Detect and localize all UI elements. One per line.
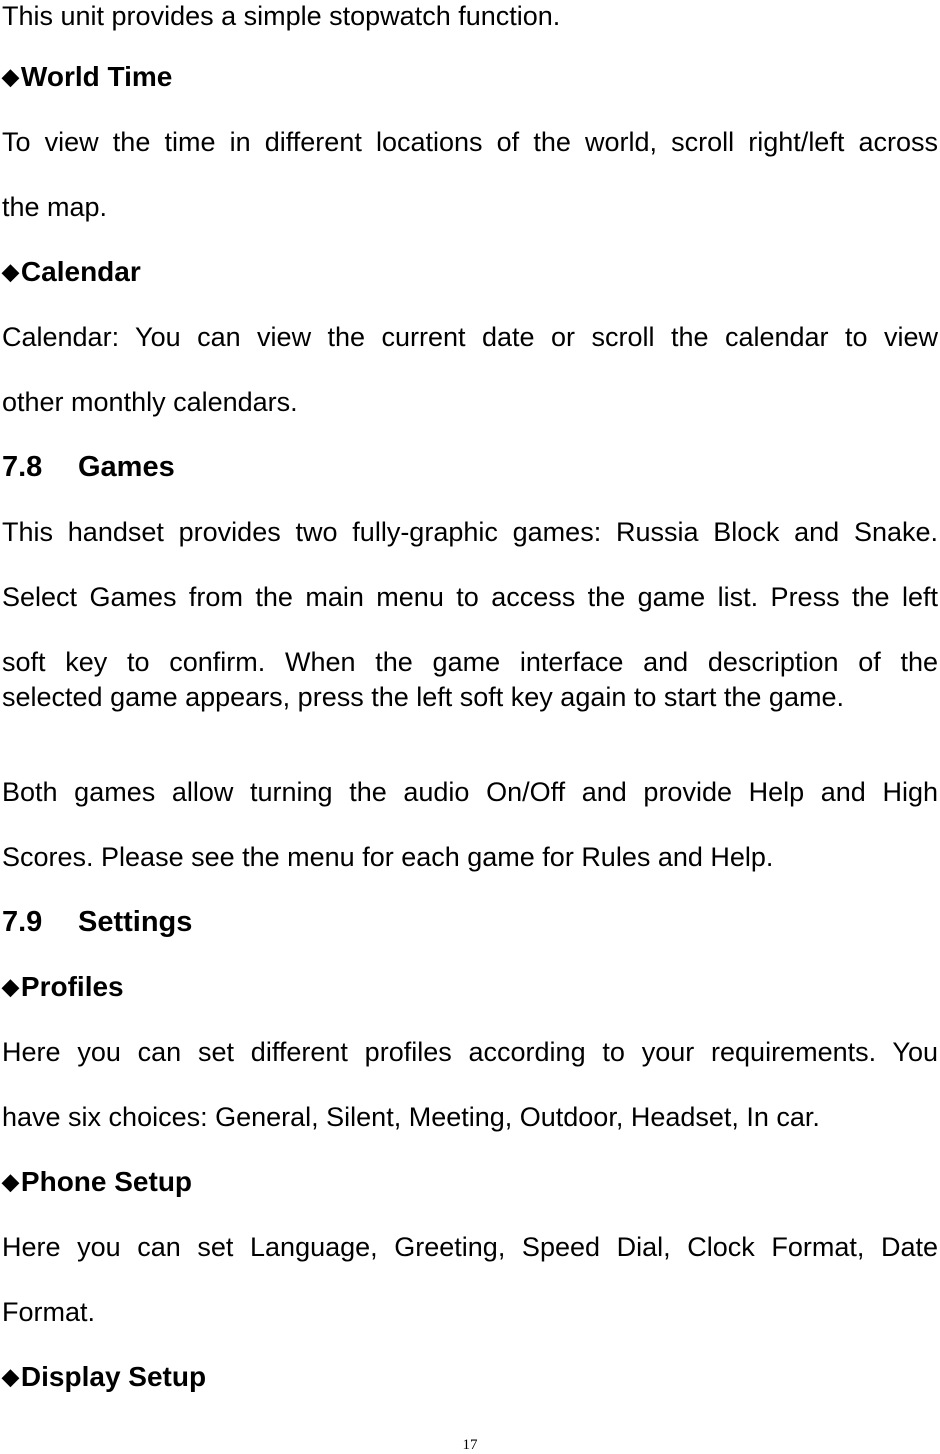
page-number: 17 bbox=[462, 1437, 478, 1453]
calendar-heading-text: Calendar bbox=[20, 256, 141, 287]
diamond-bullet-icon: ◆ bbox=[2, 974, 19, 999]
games-text-line-2: Select Games from the main menu to access the game list. Press the left bbox=[2, 582, 938, 612]
calendar-heading bbox=[2, 256, 938, 290]
games-text-line-1: This handset provides two fully-graphic games: Russia Block and Snake. bbox=[2, 517, 938, 547]
section-settings-heading bbox=[2, 906, 938, 938]
phone-setup-text-line-1: Here you can set Language, Greeting, Speed Dial, Clock Format, Date bbox=[2, 1232, 938, 1262]
profiles-heading-text: Profiles bbox=[20, 971, 124, 1002]
phone-setup-text-line-2: Format. bbox=[2, 1297, 96, 1327]
display-setup-heading-text: Display Setup bbox=[20, 1361, 207, 1392]
games-text-line-3: soft key to confirm. When the game interface and description of the bbox=[2, 647, 938, 677]
stopwatch-description: This unit provides a simple stopwatch function. bbox=[2, 1, 561, 31]
world-time-text-line-1: To view the time in different locations of the world, scroll right/left across bbox=[2, 127, 938, 157]
diamond-bullet-icon: ◆ bbox=[2, 1364, 19, 1389]
games-text-line-4: selected game appears, press the left soft key again to start the game. bbox=[2, 682, 844, 712]
diamond-bullet-icon: ◆ bbox=[2, 64, 19, 89]
diamond-bullet-icon: ◆ bbox=[2, 259, 19, 284]
world-time-text-line-2: the map. bbox=[2, 192, 108, 222]
profiles-heading bbox=[2, 971, 938, 1005]
phone-setup-heading-text: Phone Setup bbox=[20, 1166, 193, 1197]
section-games-number: 7.8 bbox=[2, 451, 43, 483]
calendar-text-line-1: Calendar: You can view the current date or scroll the calendar to view bbox=[2, 322, 938, 352]
world-time-heading bbox=[2, 61, 938, 95]
phone-setup-heading bbox=[2, 1166, 938, 1200]
diamond-bullet-icon: ◆ bbox=[2, 1169, 19, 1194]
world-time-heading-text: World Time bbox=[20, 61, 173, 92]
section-games-heading bbox=[2, 451, 938, 483]
games-text-line-6: Scores. Please see the menu for each game for Rules and Help. bbox=[2, 842, 774, 872]
games-text-line-5: Both games allow turning the audio On/Off and provide Help and High bbox=[2, 777, 938, 807]
section-settings-number: 7.9 bbox=[2, 906, 43, 938]
profiles-text-line-1: Here you can set different profiles according to your requirements. You bbox=[2, 1037, 938, 1067]
display-setup-heading bbox=[2, 1361, 938, 1395]
section-games-title: Games bbox=[78, 451, 175, 483]
calendar-text-line-2: other monthly calendars. bbox=[2, 387, 298, 417]
section-settings-title: Settings bbox=[78, 906, 193, 938]
profiles-text-line-2: have six choices: General, Silent, Meeting, Outdoor, Headset, In car. bbox=[2, 1102, 820, 1132]
